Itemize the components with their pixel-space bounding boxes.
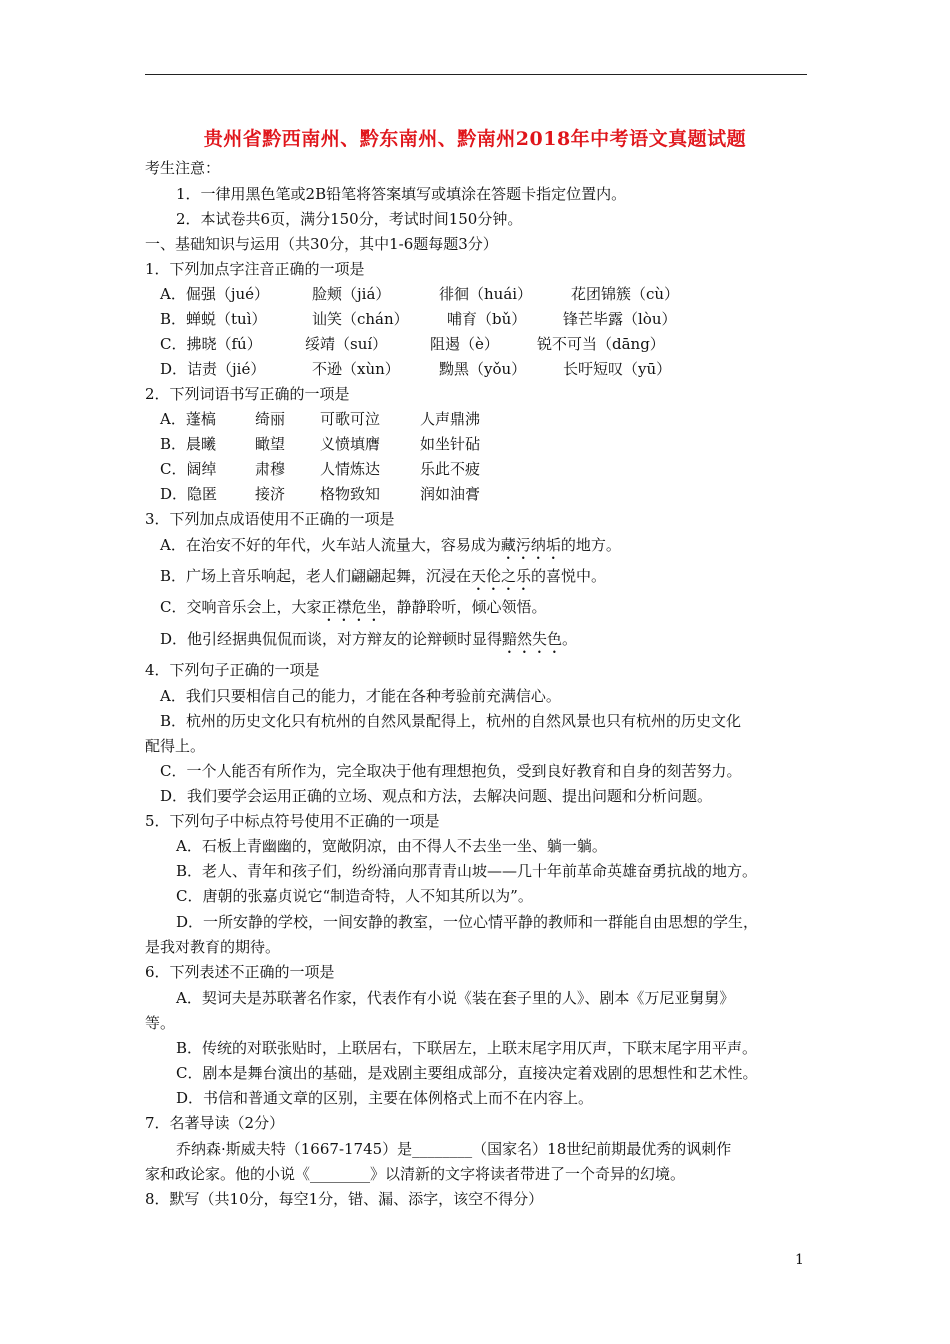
- option: B．广场上音乐响起，老人们翩翩起舞，沉浸在天伦之乐的喜悦中。: [160, 567, 607, 585]
- option: 黝黑（yǒu）: [439, 360, 527, 378]
- option: 润如油膏: [420, 485, 481, 503]
- option: 长吁短叹（yū）: [563, 360, 672, 378]
- option: 锋芒毕露（lòu）: [563, 310, 677, 328]
- notice-heading: 考生注意：: [145, 159, 221, 177]
- option: A．蓬槁: [160, 410, 216, 428]
- option: D．书信和普通文章的区别，主要在体例格式上而不在内容上。: [176, 1089, 594, 1107]
- option: 义愤填膺: [320, 435, 381, 453]
- dotted-idiom: 藏污纳垢: [500, 536, 561, 554]
- option: C．一个人能否有所作为，完全取决于他有理想抱负，受到良好教育和自身的刻苦努力。: [160, 762, 742, 780]
- dotted-idiom: 正襟危坐: [321, 598, 382, 616]
- option: C．剧本是舞台演出的基础，是戏剧主要组成部分，直接决定着戏剧的思想性和艺术性。: [176, 1064, 758, 1082]
- option: 脸颊（jiá）: [312, 285, 391, 303]
- option: 肃穆: [255, 460, 286, 478]
- option: 锐不可当（dāng）: [537, 335, 665, 353]
- option: 人情炼达: [320, 460, 381, 478]
- option: 瞰望: [255, 435, 286, 453]
- option: B．老人、青年和孩子们，纷纷涌向那青青山坡——几十年前革命英雄奋勇抗战的地方。: [176, 862, 758, 880]
- option: 绥靖（suí）: [305, 335, 388, 353]
- question-stem: 8．默写（共10分，每空1分，错、漏、添字，该空不得分）: [145, 1190, 544, 1208]
- option: 接济: [255, 485, 286, 503]
- option: 哺育（bǔ）: [447, 310, 527, 328]
- page-number: 1: [795, 1252, 804, 1268]
- question-stem: 7．名著导读（2分）: [145, 1114, 285, 1132]
- option: C．唐朝的张嘉贞说它“制造奇特，人不知其所以为”。: [176, 887, 533, 905]
- option-continuation: 是我对教育的期待。: [145, 938, 281, 956]
- option: 不逊（xùn）: [312, 360, 400, 378]
- option: 可歌可泣: [320, 410, 381, 428]
- option-continuation: 等。: [145, 1014, 176, 1032]
- option: 讪笑（chán）: [312, 310, 409, 328]
- option: 如坐针砧: [420, 435, 481, 453]
- option: B．晨曦: [160, 435, 217, 453]
- option: 乐此不疲: [420, 460, 481, 478]
- dotted-idiom: 天伦之乐: [471, 567, 532, 585]
- option: C．阔绰: [160, 460, 217, 478]
- option: 徘徊（huái）: [439, 285, 533, 303]
- option: B．传统的对联张贴时，上联居右，下联居左，上联末尾字用仄声，下联末尾字用平声。: [176, 1039, 758, 1057]
- option: D．诘责（jié）: [160, 360, 266, 378]
- fill-in-line: 家和政论家。他的小说《________》以清新的文字将读者带进了一个奇异的幻境。: [145, 1165, 686, 1183]
- notice-item: 1．一律用黑色笔或2B铅笔将答案填写或填涂在答题卡指定位置内。: [176, 185, 627, 203]
- option: 人声鼎沸: [420, 410, 481, 428]
- exam-title: 贵州省黔西南州、黔东南州、黔南州2018年中考语文真题试题: [203, 128, 747, 150]
- option: A．石板上青幽幽的，宽敞阴凉，由不得人不去坐一坐、躺一躺。: [176, 837, 607, 855]
- option: 阻遏（è）: [430, 335, 499, 353]
- question-stem: 6．下列表述不正确的一项是: [145, 963, 335, 981]
- option: A．倔强（jué）: [160, 285, 270, 303]
- fill-in-line: 乔纳森·斯威夫特（1667-1745）是________（国家名）18世纪前期最优秀的讽刺作: [176, 1140, 732, 1158]
- option: C．拂晓（fú）: [160, 335, 262, 353]
- option-continuation: 配得上。: [145, 737, 206, 755]
- option: A．我们只要相信自己的能力，才能在各种考验前充满信心。: [160, 687, 561, 705]
- question-stem: 5．下列句子中标点符号使用不正确的一项是: [145, 812, 440, 830]
- question-stem: 4．下列句子正确的一项是: [145, 661, 320, 679]
- option: A．契诃夫是苏联著名作家，代表作有小说《装在套子里的人》、剧本《万尼亚舅舅》: [176, 989, 735, 1007]
- notice-item: 2．本试卷共6页，满分150分，考试时间150分钟。: [176, 210, 523, 228]
- option: B．蝉蜕（tuì）: [160, 310, 267, 328]
- option: C．交响音乐会上，大家正襟危坐，静静聆听，倾心领悟。: [160, 598, 547, 616]
- option: A．在治安不好的年代，火车站人流量大，容易成为藏污纳垢的地方。: [160, 536, 621, 554]
- dotted-idiom: 黯然失色: [502, 630, 563, 648]
- option: 格物致知: [320, 485, 381, 503]
- header-rule: [145, 74, 807, 75]
- question-stem: 1．下列加点字注音正确的一项是: [145, 260, 365, 278]
- question-stem: 3．下列加点成语使用不正确的一项是: [145, 510, 395, 528]
- section-heading: 一、基础知识与运用（共30分，其中1-6题每题3分）: [145, 235, 498, 253]
- option: 绮丽: [255, 410, 286, 428]
- option: 花团锦簇（cù）: [571, 285, 680, 303]
- option: B．杭州的历史文化只有杭州的自然风景配得上，杭州的自然风景也只有杭州的历史文化: [160, 712, 742, 730]
- option: D．一所安静的学校，一间安静的教室，一位心情平静的教师和一群能自由思想的学生，: [176, 913, 759, 931]
- option: D．隐匿: [160, 485, 218, 503]
- option: D．我们要学会运用正确的立场、观点和方法，去解决问题、提出问题和分析问题。: [160, 787, 713, 805]
- option: D．他引经据典侃侃而谈，对方辩友的论辩顿时显得黯然失色。: [160, 630, 578, 648]
- question-stem: 2．下列词语书写正确的一项是: [145, 385, 350, 403]
